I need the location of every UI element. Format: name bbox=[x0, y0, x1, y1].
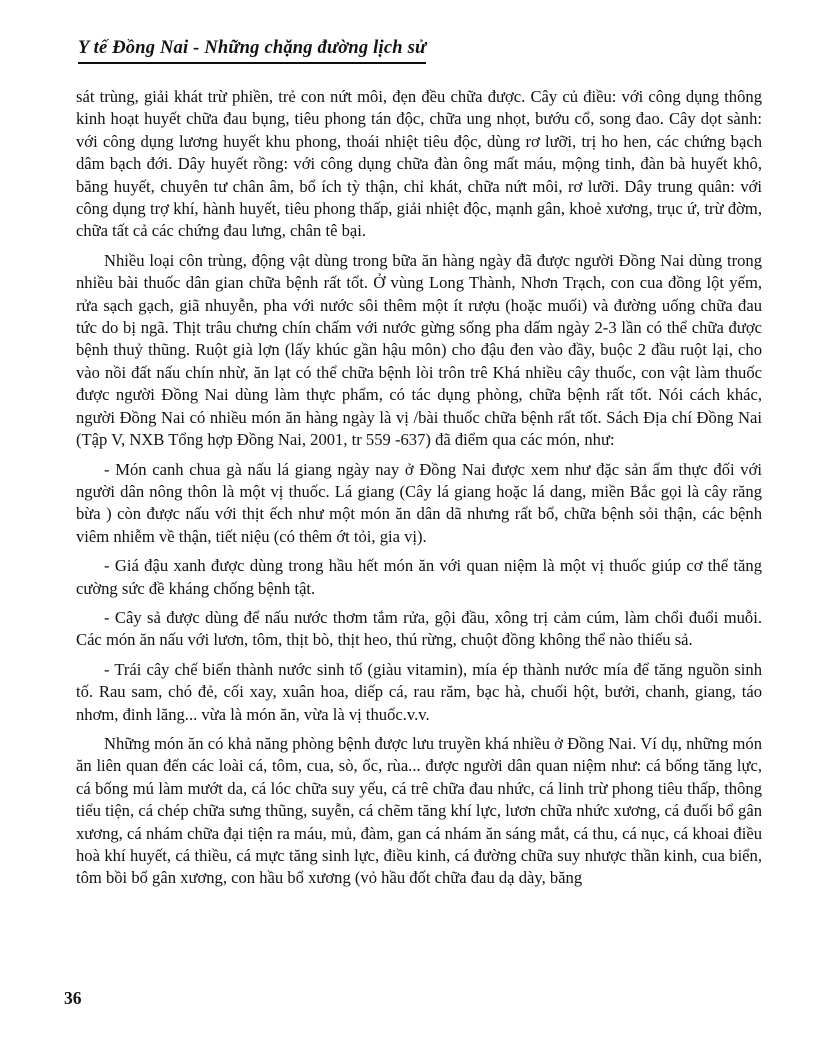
body-paragraph: - Cây sả được dùng để nấu nước thơm tắm rửa, gội đầu, xông trị cảm cúm, làm chổi đuổi muỗi. Các món ăn nấu với lươn, tôm, thịt bò, thịt heo, thú rừng, chuột đồng không thể nào thiếu sả. bbox=[76, 607, 762, 650]
page-body bbox=[76, 86, 762, 897]
book-title: Y tế Đồng Nai - Những chặng đường lịch sử bbox=[78, 38, 426, 64]
running-header bbox=[78, 38, 426, 64]
body-paragraph: sát trùng, giải khát trừ phiền, trẻ con nứt môi, đẹn đều chữa được. Cây củ điều: với công dụng thông kinh hoạt huyết chữa đau bụng, tiêu phong tán độc, chữa ung nhọt, bướu cổ, song đao. Cây dọt sành: với công dụng lương huyết khu phong, thoái nhiệt tiêu độc, dùng rơ lưỡi, trị ho hen, các chứng bạch dâm bạch đới. Dây huyết rồng: với công dụng chữa đàn ông mất máu, mộng tinh, đàn bà huyết khô, băng huyết, chuyên tư chân âm, bổ ích tỳ thận, chỉ khát, chữa nứt môi, rơ lưỡi. Dây trung quân: với công dụng trợ khí, hành huyết, tiêu phong thấp, giải nhiệt độc, mạnh gân, khoẻ xương, trục ứ, trừ đờm, chữa tất cả các chứng đau lưng, chân tê bại. bbox=[76, 87, 762, 241]
body-paragraph: Nhiều loại côn trùng, động vật dùng trong bữa ăn hàng ngày đã được người Đồng Nai dùng trong nhiều bài thuốc dân gian chữa bệnh rất tốt. Ở vùng Long Thành, Nhơn Trạch, con cua đồng lột yếm, rửa sạch gạch, giã nhuyễn, pha với nước sôi thêm một ít rượu (hoặc muối) và đường uống chữa đau tức do bị ngã. Thịt trâu chưng chín chấm với nước gừng sống pha dấm ngày 2-3 lần có thể chữa được bệnh thuỷ thũng. Ruột già lợn (lấy khúc gần hậu môn) cho đậu đen vào đầy, buộc 2 đầu ruột lại, cho vào nồi đất nấu chín nhừ, ăn lạt có thể chữa bệnh lòi trôn trê Khá nhiều cây thuốc, con vật làm thuốc được người Đồng Nai dùng làm thực phẩm, có tác dụng phòng, chữa bệnh rất tốt. Nói cách khác, người Đồng Nai có nhiều món ăn hàng ngày là vị /bài thuốc chữa bệnh rất tốt. Sách Địa chí Đồng Nai (Tập V, NXB Tổng hợp Đồng Nai, 2001, tr 559 -637) đã điểm qua các món, như: bbox=[76, 250, 762, 450]
body-paragraph: Những món ăn có khả năng phòng bệnh được lưu truyền khá nhiều ở Đồng Nai. Ví dụ, những món ăn liên quan đến các loài cá, tôm, cua, sò, ốc, rùa... được người dân quan niệm như: cá bống tăng lực, cá bống mú làm mướt da, cá lóc chữa suy yếu, cá trê chữa đau nhức, cá linh trừ phong tiêu thấp, thông tiểu tiện, cá chép chữa sưng thũng, suyễn, cá chẽm tăng khí lực, lươn chữa nhức xương, cá đuối bổ gân xương, cá nhám chữa đại tiện ra máu, mủ, đàm, gan cá nhám ăn sáng mắt, cá thu, cá nục, cá khoai điều hoà khí huyết, cá thiều, cá mực tăng sinh lực, điều kinh, cá đường chữa suy nhược thần kinh, cua biển, tôm bồi bổ gân xương, con hầu bổ xương (vỏ hầu đốt chữa đau dạ dày, băng bbox=[76, 733, 762, 888]
body-paragraph: - Trái cây chế biến thành nước sinh tố (giàu vitamin), mía ép thành nước mía để tăng nguồn sinh tố. Rau sam, chó đẻ, cối xay, xuân hoa, diếp cá, rau răm, bạc hà, chuối hột, bưởi, chanh, giang, táo nhơm, đinh lăng... vừa là món ăn, vừa là vị thuốc.v.v. bbox=[76, 659, 762, 724]
body-paragraph: - Món canh chua gà nấu lá giang ngày nay ở Đồng Nai được xem như đặc sản ẩm thực đối với người dân nông thôn là một vị thuốc. Lá giang (Cây lá giang hoặc lá dang, miền Bắc gọi là cây răng bừa ) còn được nấu với thịt ếch như một món ăn dân dã nhưng rất bổ, chữa bệnh sỏi thận, các bệnh viêm nhiễm về thận, tiết niệu (có thêm ớt tỏi, gia vị). bbox=[76, 459, 762, 546]
page-number: 36 bbox=[64, 988, 82, 1008]
body-paragraph: - Giá đậu xanh được dùng trong hầu hết món ăn với quan niệm là một vị thuốc giúp cơ thể tăng cường sức đề kháng chống bệnh tật. bbox=[76, 556, 762, 598]
